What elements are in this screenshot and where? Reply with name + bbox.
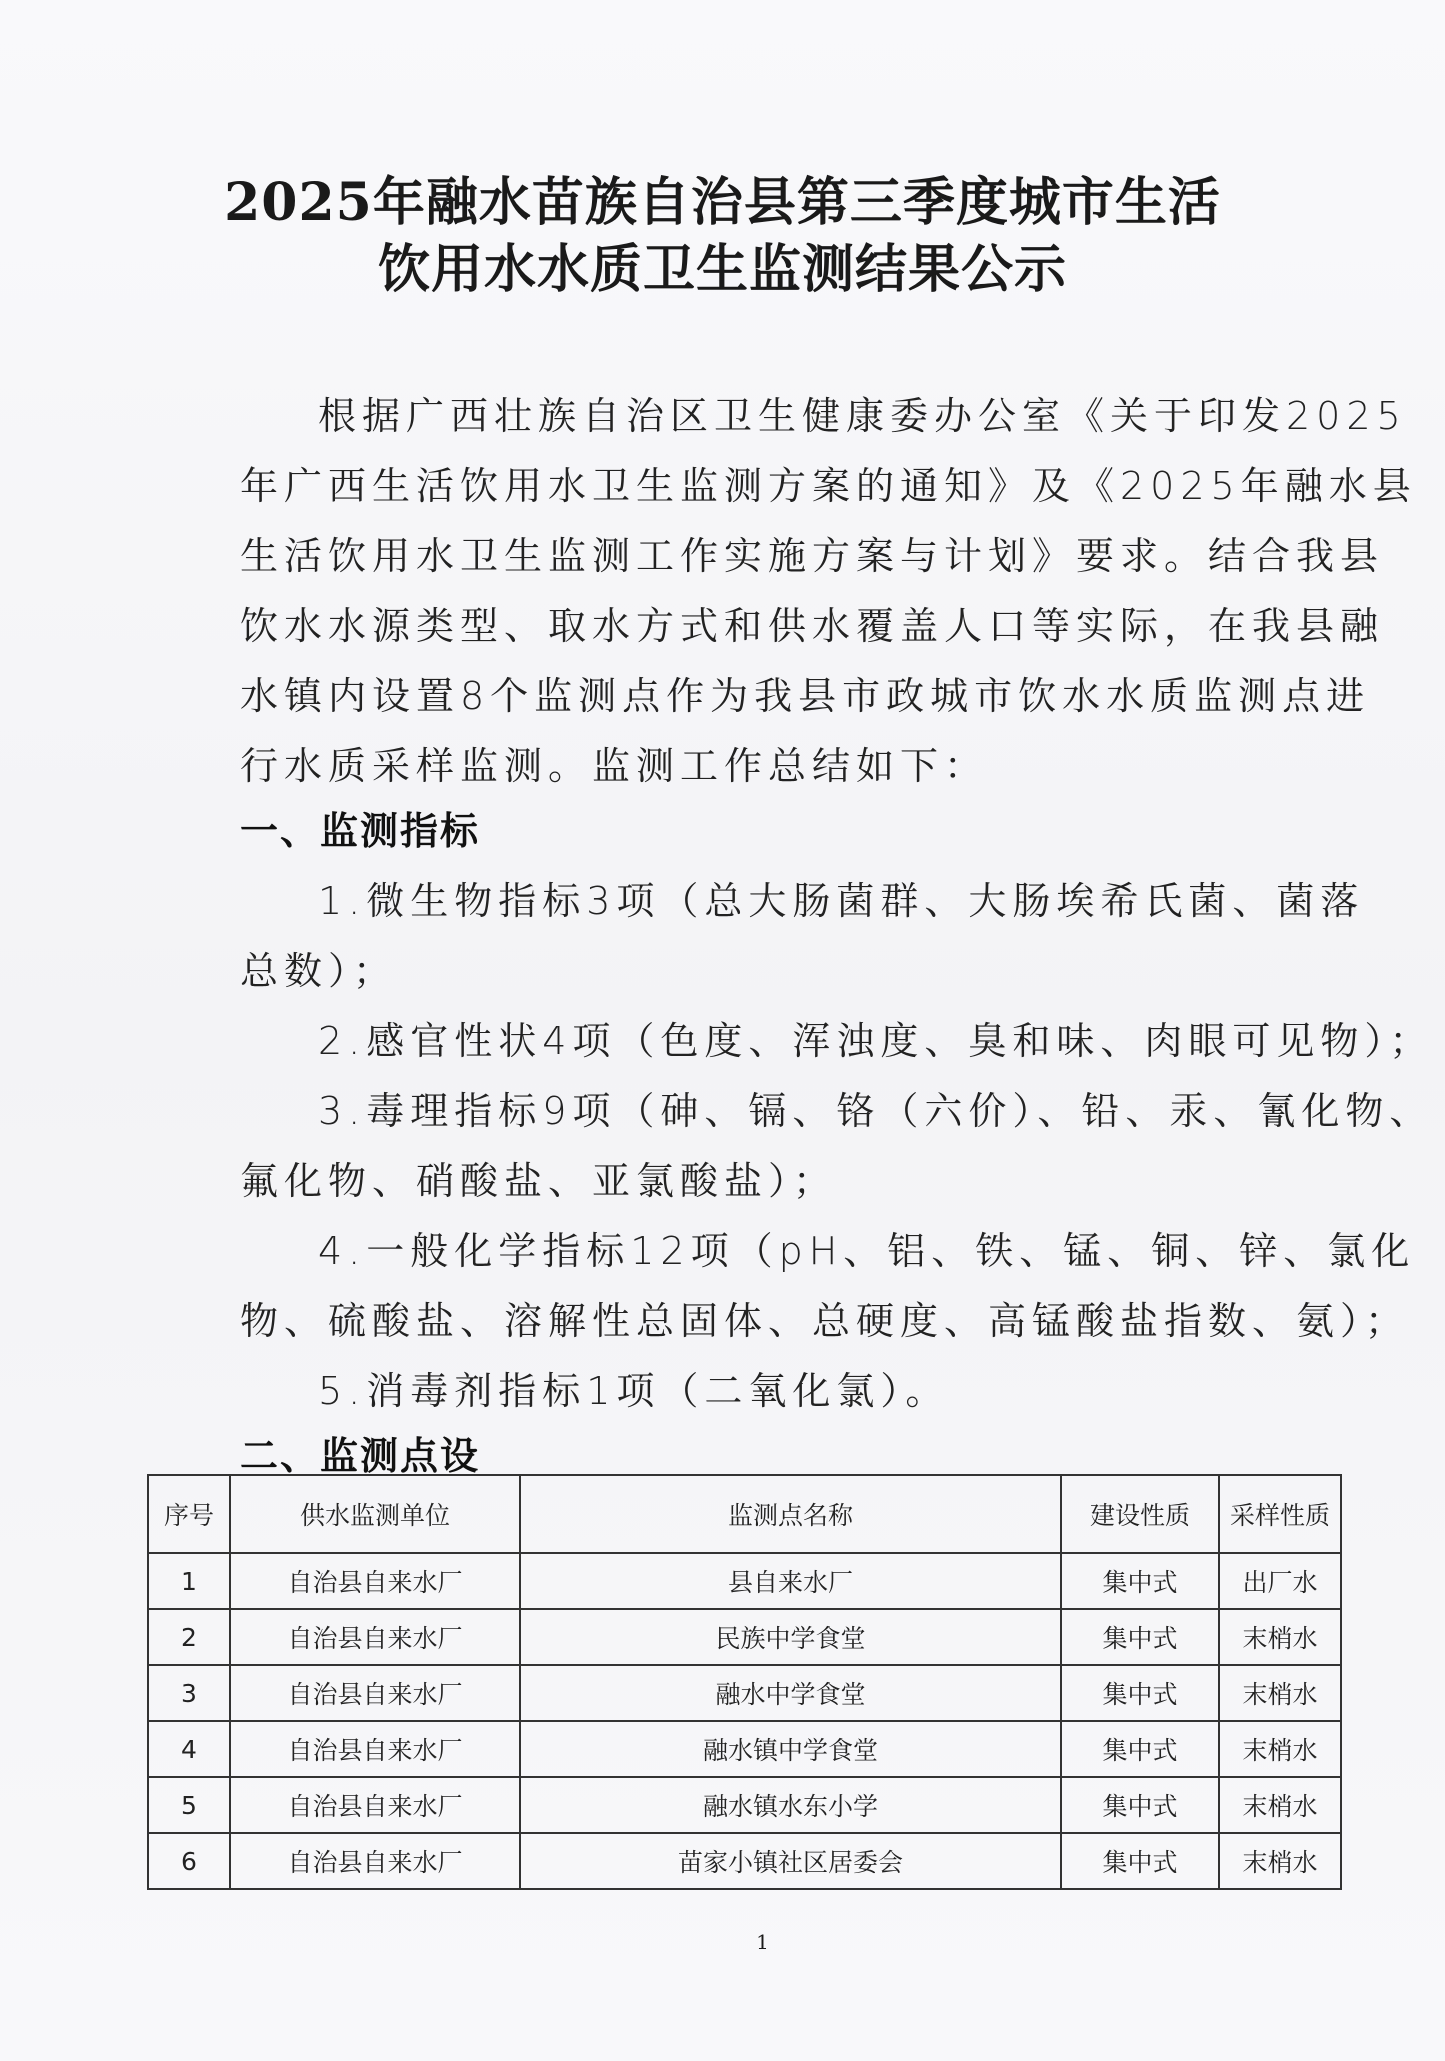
table-cell: 1 [148,1553,230,1609]
table-cell: 末梢水 [1219,1665,1341,1721]
indicator-line: 3.毒理指标9项（砷、镉、铬（六价）、铅、汞、氰化物、 [318,1089,1434,1133]
table-cell: 民族中学食堂 [520,1609,1061,1665]
indicator-line: 总数）； [240,949,398,993]
table-cell: 末梢水 [1219,1833,1341,1889]
table-row [148,1777,1341,1833]
table-cell: 末梢水 [1219,1609,1341,1665]
table-cell: 自治县自来水厂 [230,1833,520,1889]
indicator-line: 5.消毒剂指标1项（二氧化氯）。 [318,1369,950,1413]
intro-line: 水镇内设置8个监测点作为我县市政城市饮水水质监测点进 [240,674,1371,718]
table-cell: 苗家小镇社区居委会 [520,1833,1061,1889]
table-cell: 融水中学食堂 [520,1665,1061,1721]
table-cell: 集中式 [1061,1609,1219,1665]
header-cell: 采样性质 [1219,1475,1341,1553]
table-cell: 3 [148,1665,230,1721]
header-cell: 序号 [148,1475,230,1553]
table-cell: 出厂水 [1219,1553,1341,1609]
intro-line: 饮水水源类型、取水方式和供水覆盖人口等实际，在我县融 [240,604,1385,648]
intro-line: 年广西生活饮用水卫生监测方案的通知》及《2025年融水县 [240,464,1417,508]
table-cell: 自治县自来水厂 [230,1665,520,1721]
section-heading-indicators: 一、监测指标 [240,809,481,853]
page-number: 1 [756,1930,769,1954]
table-cell: 自治县自来水厂 [230,1553,520,1609]
document-title-line-2: 饮用水水质卫生监测结果公示 [377,239,1067,300]
table-cell: 集中式 [1061,1665,1219,1721]
intro-line: 生活饮用水卫生监测工作实施方案与计划》要求。结合我县 [240,534,1385,578]
document-title-line-1: 2025年融水苗族自治县第三季度城市生活 [224,172,1221,233]
table-cell: 集中式 [1061,1777,1219,1833]
header-cell: 供水监测单位 [230,1475,520,1553]
table-cell: 集中式 [1061,1721,1219,1777]
table-cell: 2 [148,1609,230,1665]
table-row [148,1553,1341,1609]
indicator-line: 物、硫酸盐、溶解性总固体、总硬度、高锰酸盐指数、氨）； [240,1299,1410,1343]
table-cell: 县自来水厂 [520,1553,1061,1609]
table-row [148,1609,1341,1665]
table-cell: 自治县自来水厂 [230,1609,520,1665]
indicator-line: 4.一般化学指标12项（pH、铝、铁、锰、铜、锌、氯化 [318,1229,1416,1273]
table-cell: 末梢水 [1219,1721,1341,1777]
table-row [148,1665,1341,1721]
table-cell: 自治县自来水厂 [230,1777,520,1833]
table-row [148,1721,1341,1777]
table-row [148,1833,1341,1889]
table-cell: 融水镇水东小学 [520,1777,1061,1833]
indicator-line: 氟化物、硝酸盐、亚氯酸盐）； [240,1159,838,1203]
table-cell: 集中式 [1061,1833,1219,1889]
intro-line: 根据广西壮族自治区卫生健康委办公室《关于印发2025 [318,394,1407,438]
table-cell: 自治县自来水厂 [230,1721,520,1777]
intro-line: 行水质采样监测。监测工作总结如下： [240,744,989,788]
indicator-line: 2.感官性状4项（色度、浑浊度、臭和味、肉眼可见物）； [318,1019,1434,1063]
indicator-line: 1.微生物指标3项（总大肠菌群、大肠埃希氏菌、菌落 [318,879,1365,923]
table-cell: 6 [148,1833,230,1889]
header-cell: 建设性质 [1061,1475,1219,1553]
monitoring-sites-table [147,1474,1342,1890]
table-cell: 4 [148,1721,230,1777]
table-header-row [148,1475,1341,1553]
table-cell: 融水镇中学食堂 [520,1721,1061,1777]
table-cell: 集中式 [1061,1553,1219,1609]
section-heading-sites: 二、监测点设 [240,1434,481,1478]
table-cell: 5 [148,1777,230,1833]
header-cell: 监测点名称 [520,1475,1061,1553]
table-cell: 末梢水 [1219,1777,1341,1833]
